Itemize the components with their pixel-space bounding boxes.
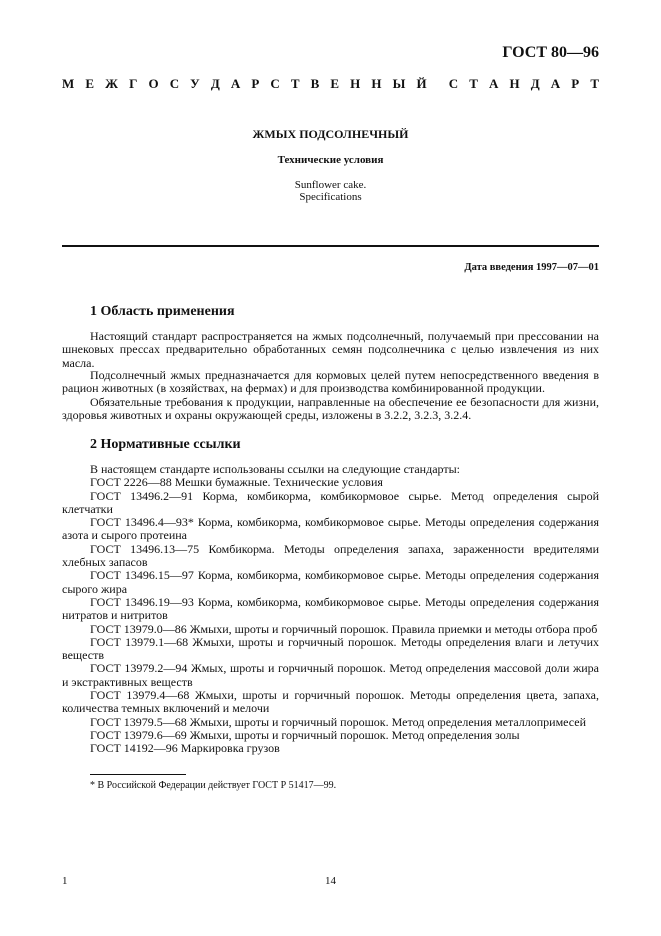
banner-letter: Ы xyxy=(392,76,406,91)
reference-item: ГОСТ 13496.15—97 Корма, комбикорма, комбикормовое сырье. Методы определения содержания сырого жира xyxy=(62,568,599,596)
banner-letter: М xyxy=(62,76,75,91)
banner-letter: Р xyxy=(251,76,260,91)
banner-letter: Д xyxy=(530,76,540,91)
paragraph: Обязательные требования к продукции, направленные на обеспечение ее безопасности для жизни, здоровья животных и охраны окружающей среды, изложены в 3.2.2, 3.2.3, 3.2.4. xyxy=(62,395,599,423)
document-subtitle: Технические условия xyxy=(277,154,384,166)
reference-item: ГОСТ 13496.2—91 Корма, комбикорма, комбикормовое сырье. Метод определения сырой клетчатки xyxy=(62,488,599,516)
interstate-standard-banner xyxy=(62,76,599,92)
banner-letter: Г xyxy=(129,76,138,91)
banner-letter: Н xyxy=(371,76,382,91)
banner-letter: Р xyxy=(571,76,580,91)
banner-letter: Н xyxy=(350,76,361,91)
title-divider xyxy=(62,245,599,247)
reference-intro: В настоящем стандарте использованы ссылки на следующие стандарты: xyxy=(90,462,461,476)
edition-mark: 1 xyxy=(62,875,68,887)
banner-letter: С xyxy=(448,76,459,91)
reference-item: ГОСТ 13979.5—68 Жмыхи, шроты и горчичный порошок. Метод определения металлопримесей xyxy=(90,714,587,729)
reference-item: ГОСТ 13979.1—68 Жмыхи, шроты и горчичный порошок. Методы определения влаги и летучих веществ xyxy=(62,634,599,663)
banner-letter: А xyxy=(489,76,499,91)
banner-letter: Т xyxy=(469,76,478,91)
footnote-divider xyxy=(90,774,186,775)
reference-item: ГОСТ 13496.4—93* Корма, комбикорма, комбикормовое сырье. Методы определения содержания азота и сырого протеина xyxy=(62,515,599,543)
reference-item: ГОСТ 13979.4—68 Жмыхи, шроты и горчичный порошок. Методы определения цвета, запаха, количества темных включений и мелочи xyxy=(62,688,599,716)
reference-item: ГОСТ 2226—88 Мешки бумажные. Технические условия xyxy=(90,475,383,490)
english-title-line: Sunflower cake. xyxy=(294,179,367,191)
footnote: * В Российской Федерации действует ГОСТ Р 51417—99. xyxy=(90,780,337,791)
banner-letter: Й xyxy=(416,76,427,91)
banner-letter: С xyxy=(270,76,280,91)
reference-item: ГОСТ 13496.13—75 Комбикорма. Методы определения запаха, зараженности вредителями хлебных запасов xyxy=(62,541,599,570)
standard-code: ГОСТ 80—96 xyxy=(502,44,599,61)
banner-letter: Т xyxy=(290,76,300,91)
banner-letter: Е xyxy=(330,76,340,91)
banner-letter: А xyxy=(550,76,561,91)
page-number: 14 xyxy=(325,875,336,887)
banner-letter: О xyxy=(148,76,159,91)
introduction-date: Дата введения 1997—07—01 xyxy=(464,262,599,273)
banner-letter: Д xyxy=(210,76,220,91)
banner-letter: Н xyxy=(509,76,520,91)
banner-letter: В xyxy=(310,76,320,91)
paragraph: Подсолнечный жмых предназначается для кормовых целей путем непосредственного введения в рацион животных (в хозяйствах, на фермах) и для производства комбинированной продукции. xyxy=(62,368,599,396)
section-heading: 2 Нормативные ссылки xyxy=(90,437,241,452)
banner-letter: С xyxy=(169,76,180,91)
normative-references-list xyxy=(62,463,599,756)
banner-letter: Е xyxy=(85,76,95,91)
paragraph: Настоящий стандарт распространяется на жмых подсолнечный, получаемый при прессовании на шнековых прессах предварительно обработанных семян подсолнечника с целью извлечения из них масла. xyxy=(62,329,599,370)
reference-item: ГОСТ 13979.2—94 Жмых, шроты и горчичный порошок. Метод определения массовой доли жира и экстрактивных веществ xyxy=(62,661,599,689)
banner-letter: А xyxy=(230,76,241,91)
document-title: ЖМЫХ ПОДСОЛНЕЧНЫЙ xyxy=(252,127,409,141)
english-title-line: Specifications xyxy=(299,191,362,203)
section-heading: 1 Область применения xyxy=(90,304,235,319)
reference-item: ГОСТ 13979.0—86 Жмыхи, шроты и горчичный порошок. Правила приемки и методы отбора проб xyxy=(90,621,598,636)
reference-item: ГОСТ 13979.6—69 Жмыхи, шроты и горчичный порошок. Метод определения золы xyxy=(90,727,520,742)
banner-letter: Ж xyxy=(105,76,118,91)
reference-item: ГОСТ 14192—96 Маркировка грузов xyxy=(90,741,280,756)
banner-letter: Т xyxy=(590,76,599,91)
reference-item: ГОСТ 13496.19—93 Корма, комбикорма, комбикормовое сырье. Методы определения содержания нитратов и нитритов xyxy=(62,594,599,623)
english-title xyxy=(62,179,599,203)
banner-letter: У xyxy=(190,76,200,91)
